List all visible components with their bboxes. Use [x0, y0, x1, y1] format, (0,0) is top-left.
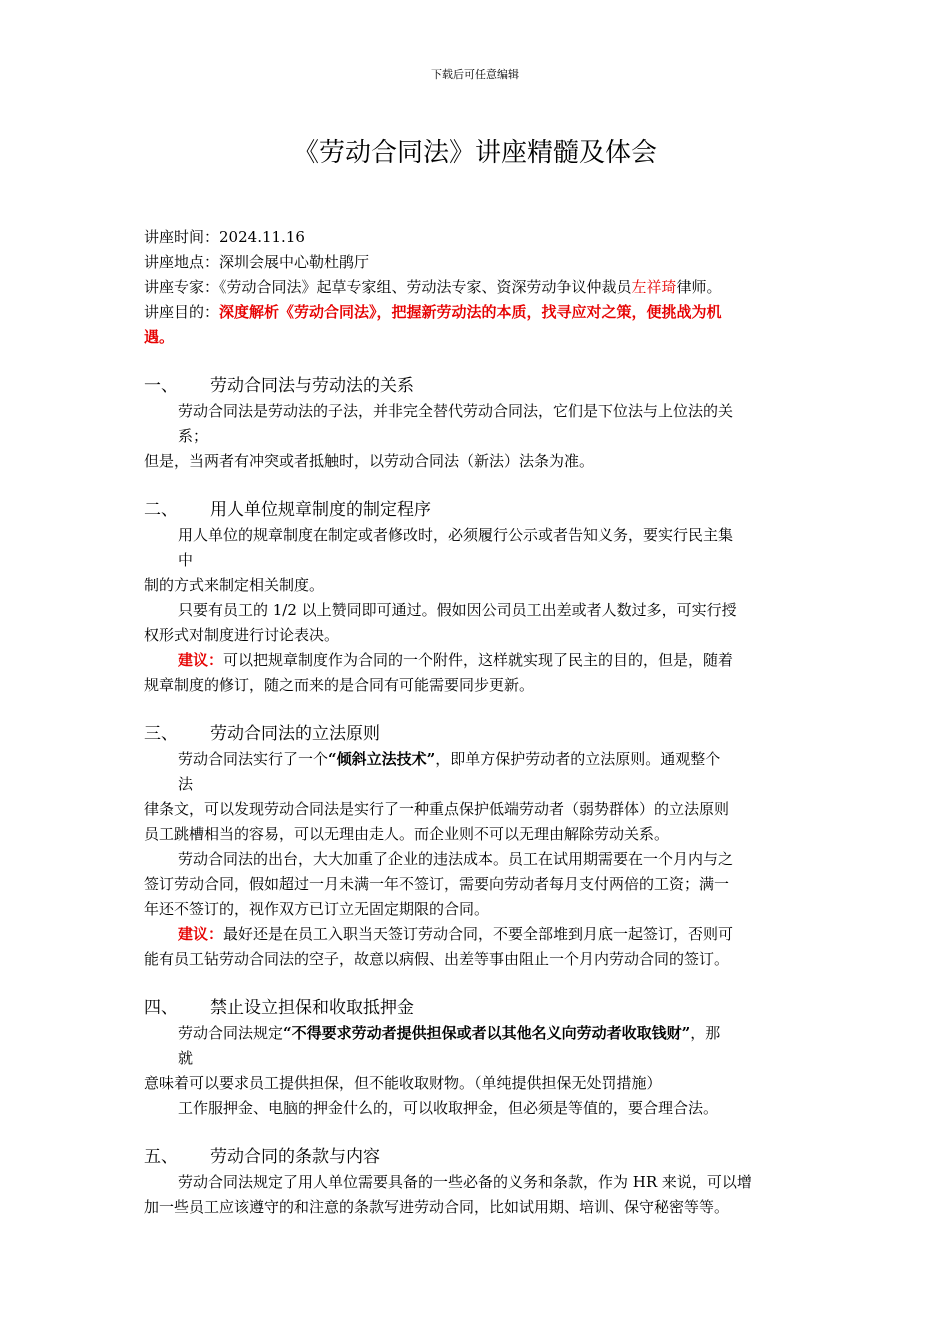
paragraph-line: 员工跳槽相当的容易，可以无理由走人。而企业则不可以无理由解除劳动关系。	[144, 825, 670, 843]
paragraph-line: 律条文，可以发现劳动合同法是实行了一种重点保护低端劳动者（弱势群体）的立法原则	[144, 800, 730, 818]
section-3-heading	[144, 723, 380, 745]
meta-purpose-label: 讲座目的：	[144, 303, 220, 321]
section-2-number: 二、	[144, 500, 178, 520]
meta-expert	[144, 277, 722, 297]
emphasis-text: “倾斜立法技术”	[328, 750, 436, 768]
meta-place-value: 深圳会展中心勒杜鹃厅	[219, 253, 370, 271]
meta-expert-suffix: 律师。	[676, 278, 722, 296]
paragraph-line: 但是，当两者有冲突或者抵触时，以劳动合同法（新法）法条为准。	[144, 452, 595, 470]
paragraph-line: 法	[178, 775, 194, 793]
advice-text: 可以把规章制度作为合同的一个附件，这样就实现了民主的目的，但是，随着	[223, 651, 734, 669]
paragraph-line: 劳动合同法的出台，大大加重了企业的违法成本。员工在试用期需要在一个月内与之	[178, 850, 734, 868]
paragraph-line: 用人单位的规章制度在制定或者修改时，必须履行公示或者告知义务，要实行民主集	[178, 526, 734, 544]
section-1-number: 一、	[144, 376, 178, 396]
paragraph-line: 系；	[178, 427, 209, 445]
text-run: ，即单方保护劳动者的立法原则。通观整个	[435, 750, 721, 768]
section-4-number: 四、	[144, 998, 178, 1018]
text-run: 劳动合同法实行了一个	[178, 750, 329, 768]
section-3-title: 劳动合同法的立法原则	[210, 724, 380, 744]
paragraph-line	[178, 749, 720, 769]
paragraph-line: 劳动合同法是劳动法的子法，并非完全替代劳动合同法，它们是下位法与上位法的关	[178, 402, 734, 420]
paragraph-line: 权形式对制度进行讨论表决。	[144, 626, 340, 644]
paragraph-line: 劳动合同法规定了用人单位需要具备的一些必备的义务和条款，作为 HR 来说，可以增	[178, 1173, 752, 1191]
text-run: 劳动合同法规定	[178, 1024, 284, 1042]
advice-text: 最好还是在员工入职当天签订劳动合同，不要全部堆到月底一起签订，否则可	[223, 925, 734, 943]
paragraph-line	[178, 1023, 720, 1043]
advice-line	[178, 924, 733, 944]
meta-time	[144, 227, 305, 247]
document-title: 《劳动合同法》讲座精髓及体会	[292, 138, 657, 168]
meta-place	[144, 252, 369, 272]
advice-label: 建议：	[178, 925, 224, 943]
meta-purpose-continued: 遇。	[144, 328, 175, 346]
meta-time-value: 2024.11.16	[219, 228, 305, 246]
meta-purpose	[144, 302, 722, 322]
meta-expert-desc: 《劳动合同法》起草专家组、劳动法专家、资深劳动争议仲裁员	[219, 278, 632, 296]
advice-line	[178, 650, 733, 670]
paragraph-line: 规章制度的修订，随之而来的是合同有可能需要同步更新。	[144, 676, 535, 694]
paragraph-line: 意味着可以要求员工提供担保，但不能收取财物。（单纯提供担保无处罚措施）	[144, 1074, 662, 1092]
header-note: 下载后可任意编辑	[431, 68, 519, 81]
meta-expert-name: 左祥琦	[631, 278, 677, 296]
paragraph-line: 签订劳动合同，假如超过一月未满一年不签订，需要向劳动者每月支付两倍的工资；满一	[144, 875, 730, 893]
section-5-number: 五、	[144, 1147, 178, 1167]
section-5-heading	[144, 1146, 380, 1168]
advice-label: 建议：	[178, 651, 224, 669]
section-5-title: 劳动合同的条款与内容	[210, 1147, 380, 1167]
paragraph-line: 年还不签订的，视作双方已订立无固定期限的合同。	[144, 900, 490, 918]
section-2-heading	[144, 499, 431, 521]
meta-expert-label: 讲座专家：	[144, 278, 220, 296]
section-3-number: 三、	[144, 724, 178, 744]
paragraph-line: 工作服押金、电脑的押金什么的，可以收取押金，但必须是等值的，要合理合法。	[178, 1099, 719, 1117]
section-4-title: 禁止设立担保和收取抵押金	[210, 998, 414, 1018]
paragraph-line: 只要有员工的 1/2 以上赞同即可通过。假如因公司员工出差或者人数过多，可实行授	[178, 601, 737, 619]
paragraph-line: 就	[178, 1049, 194, 1067]
section-1-title: 劳动合同法与劳动法的关系	[210, 376, 414, 396]
meta-place-label: 讲座地点：	[144, 253, 220, 271]
paragraph-line: 加一些员工应该遵守的和注意的条款写进劳动合同，比如试用期、培训、保守秘密等等。	[144, 1198, 730, 1216]
section-2-title: 用人单位规章制度的制定程序	[210, 500, 431, 520]
section-4-heading	[144, 997, 414, 1019]
meta-time-label: 讲座时间：	[144, 228, 220, 246]
paragraph-line: 能有员工钻劳动合同法的空子，故意以病假、出差等事由阻止一个月内劳动合同的签订。	[144, 950, 730, 968]
text-run: ，那	[690, 1024, 721, 1042]
paragraph-line: 中	[178, 551, 194, 569]
meta-purpose-text: 深度解析《劳动合同法》，把握新劳动法的本质，找寻应对之策，便挑战为机	[219, 303, 722, 321]
paragraph-line: 制的方式来制定相关制度。	[144, 576, 325, 594]
emphasis-text: “不得要求劳动者提供担保或者以其他名义向劳动者收取钱财”	[283, 1024, 691, 1042]
section-1-heading	[144, 375, 414, 397]
